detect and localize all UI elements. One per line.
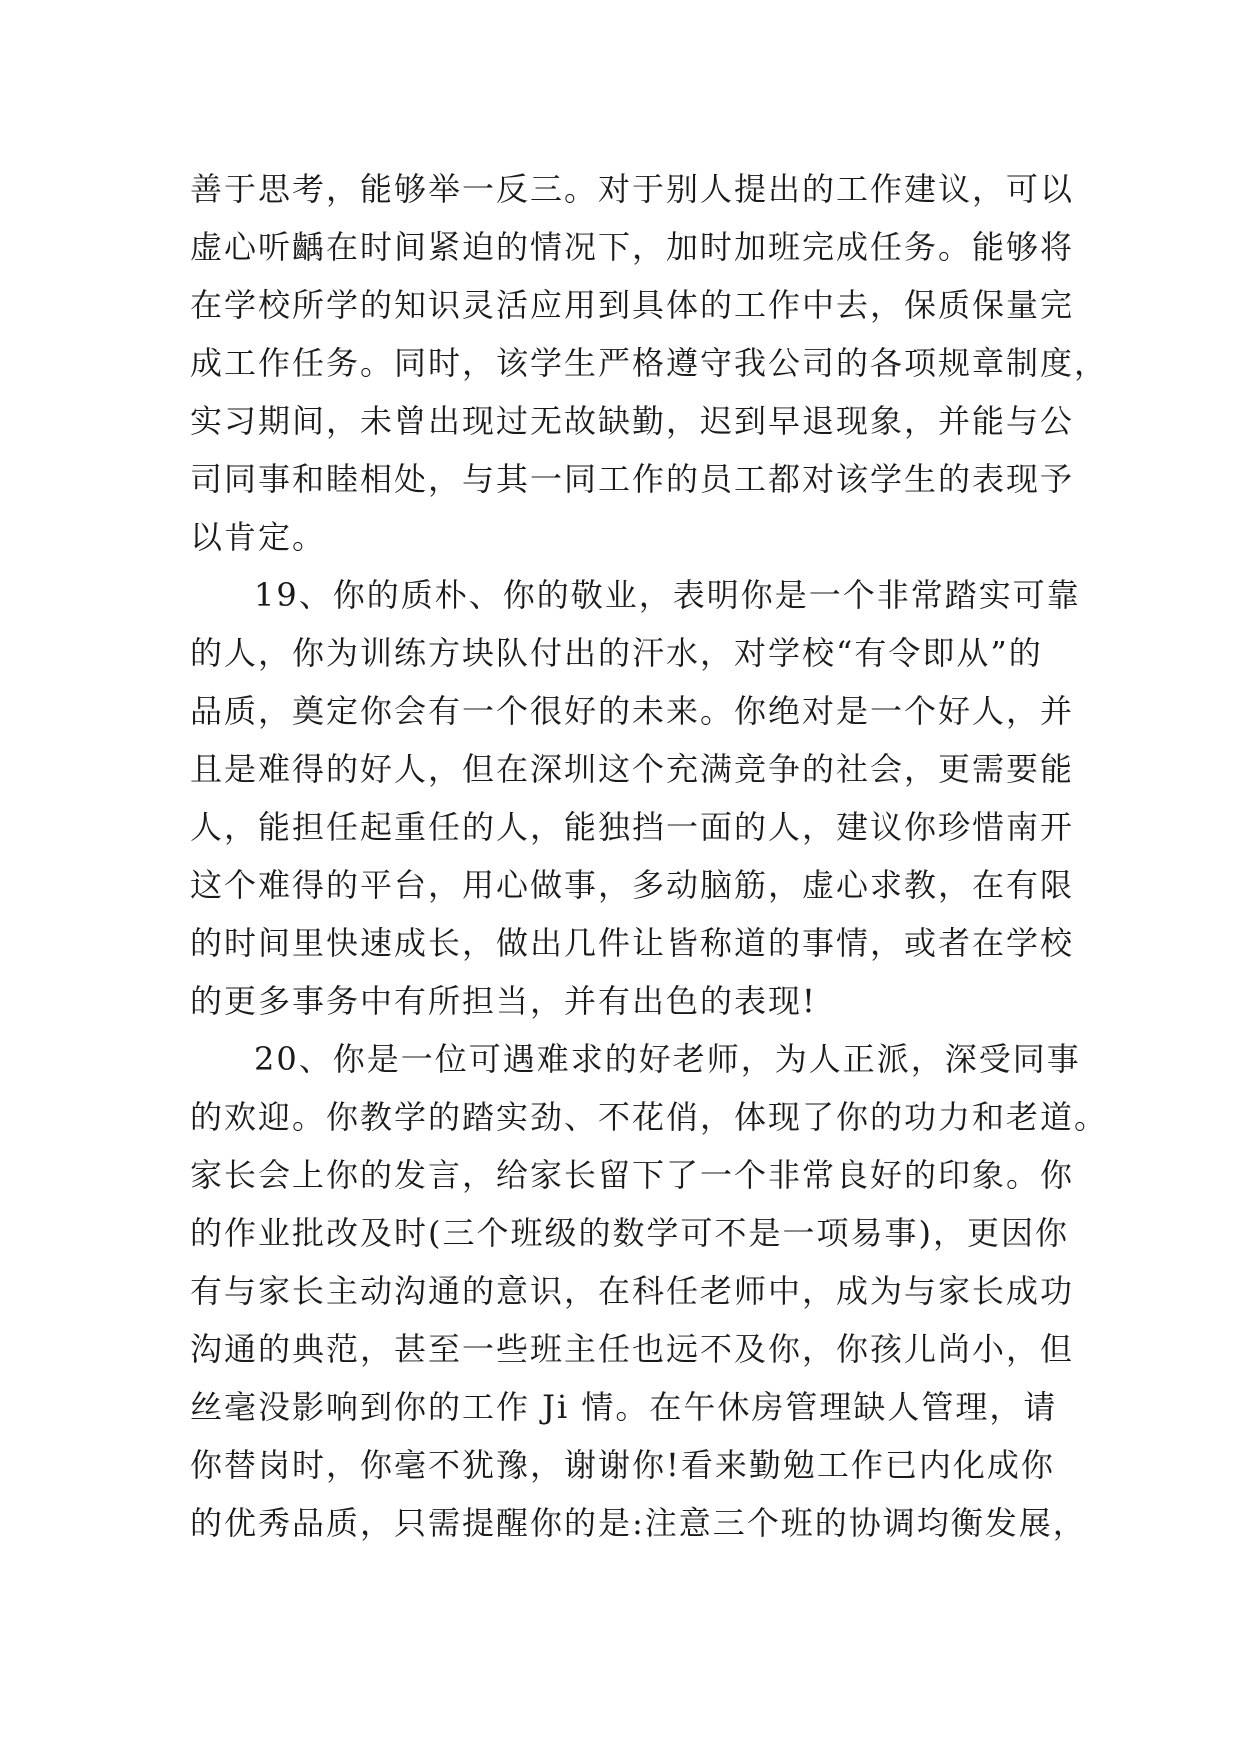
text-line: 的优秀品质，只需提醒你的是:注意三个班的协调均衡发展， bbox=[190, 1504, 1087, 1542]
text-line: 沟通的典范，甚至一些班主任也远不及你，你孩儿尚小，但 bbox=[190, 1330, 1075, 1368]
paragraph-start-19: 19、你的质朴、你的敬业，表明你是一个非常踏实可靠 bbox=[254, 576, 1081, 614]
body-text bbox=[190, 160, 1109, 1552]
text-line: 善于思考，能够举一反三。对于别人提出的工作建议，可以 bbox=[190, 170, 1075, 208]
text-line: 虚心听齲在时间紧迫的情况下，加时加班完成任务。能够将 bbox=[190, 228, 1075, 266]
text-line: 的更多事务中有所担当，并有出色的表现! bbox=[190, 982, 817, 1020]
paragraph-start-20: 20、你是一位可遇难求的好老师，为人正派，深受同事 bbox=[254, 1040, 1081, 1078]
text-line: 人，能担任起重任的人，能独挡一面的人，建议你珍惜南开 bbox=[190, 808, 1075, 846]
text-line: 你替岗时，你毫不犹豫，谢谢你!看来勤勉工作已内化成你 bbox=[190, 1446, 1055, 1484]
text-line: 的人，你为训练方块队付出的汗水，对学校“有令即从”的 bbox=[190, 634, 1043, 672]
text-line: 的欢迎。你教学的踏实劲、不花俏，体现了你的功力和老道。 bbox=[190, 1098, 1109, 1136]
text-line: 有与家长主动沟通的意识，在科任老师中，成为与家长成功 bbox=[190, 1272, 1075, 1310]
text-line: 成工作任务。同时，该学生严格遵守我公司的各项规章制度， bbox=[190, 344, 1109, 382]
text-line: 家长会上你的发言，给家长留下了一个非常良好的印象。你 bbox=[190, 1156, 1075, 1194]
text-line: 在学校所学的知识灵活应用到具体的工作中去，保质保量完 bbox=[190, 286, 1075, 324]
text-line: 的作业批改及时(三个班级的数学可不是一项易事)，更因你 bbox=[190, 1214, 1069, 1252]
text-line: 以肯定。 bbox=[190, 518, 327, 556]
text-line: 司同事和睦相处，与其一同工作的员工都对该学生的表现予 bbox=[190, 460, 1075, 498]
text-line: 实习期间，未曾出现过无故缺勤，迟到早退现象，并能与公 bbox=[190, 402, 1075, 440]
text-line: 品质，奠定你会有一个很好的未来。你绝对是一个好人，并 bbox=[190, 692, 1075, 730]
text-line: 这个难得的平台，用心做事，多动脑筋，虚心求教，在有限 bbox=[190, 866, 1075, 904]
text-line: 且是难得的好人，但在深圳这个充满竞争的社会，更需要能 bbox=[190, 750, 1075, 788]
text-line: 的时间里快速成长，做出几件让皆称道的事情，或者在学校 bbox=[190, 924, 1075, 962]
text-line: 丝毫没影响到你的工作 Ji 情。在午休房管理缺人管理，请 bbox=[190, 1388, 1058, 1426]
